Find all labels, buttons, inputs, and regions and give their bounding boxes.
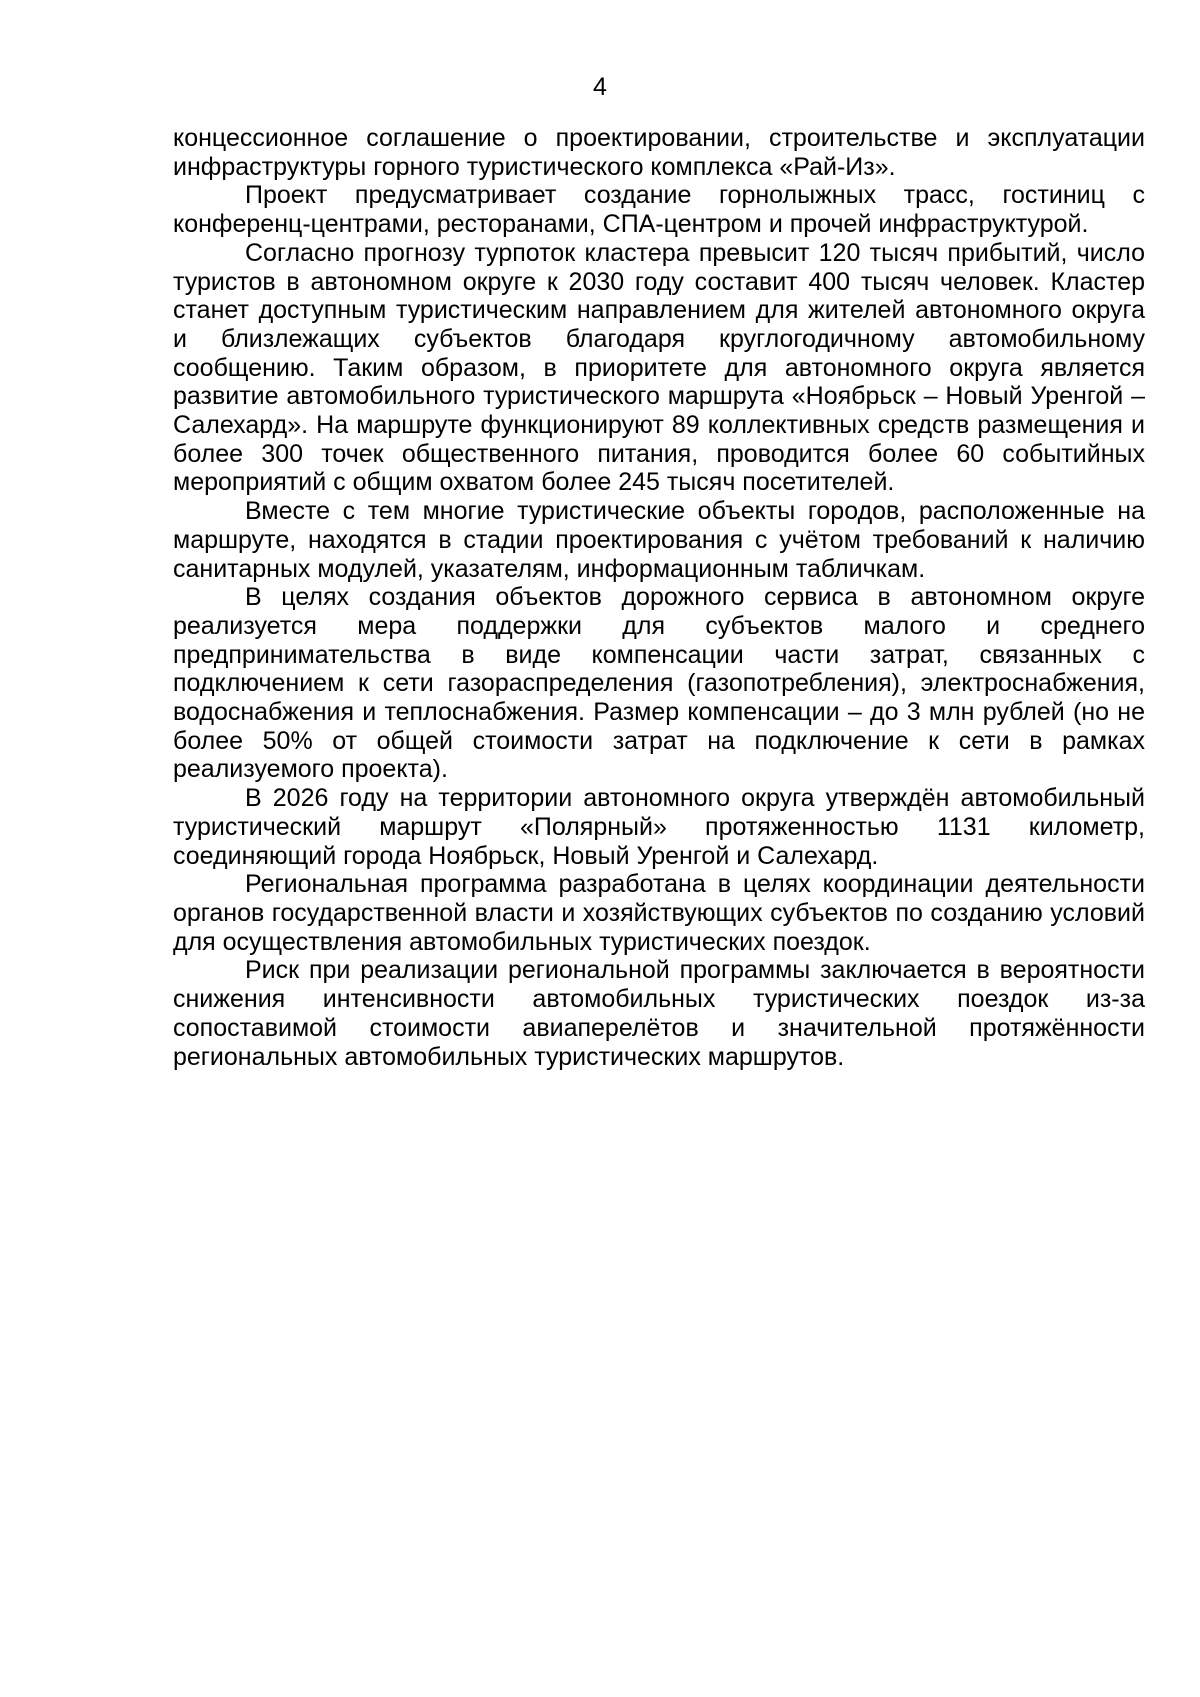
paragraph-2: Проект предусматривает создание горнолыжных трасс, гостиниц с конференц-центрами, ресторанами, СПА-центром и прочей инфраструктурой.	[173, 181, 1145, 239]
paragraph-7: Региональная программа разработана в целях координации деятельности органов государственной власти и хозяйствующих субъектов по созданию условий для осуществления автомобильных туристических поездок.	[173, 870, 1145, 956]
paragraph-4: Вместе с тем многие туристические объекты городов, расположенные на маршруте, находятся в стадии проектирования с учётом требований к наличию санитарных модулей, указателям, информационным табличкам.	[173, 497, 1145, 583]
paragraph-6: В 2026 году на территории автономного округа утверждён автомобильный туристический маршрут «Полярный» протяженностью 1131 километр, соединяющий города Ноябрьск, Новый Уренгой и Салехард.	[173, 784, 1145, 870]
paragraph-3: Согласно прогнозу турпоток кластера превысит 120 тысяч прибытий, число туристов в автономном округе к 2030 году составит 400 тысяч человек. Кластер станет доступным туристическим направлением для жителей автономного округа и близлежащих субъектов благодаря круглогодичному автомобильному сообщению. Таким образом, в приоритете для автономного округа является развитие автомобильного туристического маршрута «Ноябрьск – Новый Уренгой – Салехард». На маршруте функционируют 89 коллективных средств размещения и более 300 точек общественного питания, проводится более 60 событийных мероприятий с общим охватом более 245 тысяч посетителей.	[173, 238, 1145, 497]
paragraph-1: концессионное соглашение о проектировании, строительстве и эксплуатации инфраструктуры горного туристического комплекса «Рай-Из».	[173, 124, 1145, 181]
document-body	[173, 124, 1145, 1071]
paragraph-8: Риск при реализации региональной программы заключается в вероятности снижения интенсивности автомобильных туристических поездок из-за сопоставимой стоимости авиаперелётов и значительной протяжённости региональных автомобильных туристических маршрутов.	[173, 956, 1145, 1071]
page-number: 4	[593, 73, 607, 101]
paragraph-5: В целях создания объектов дорожного сервиса в автономном округе реализуется мера поддержки для субъектов малого и среднего предпринимательства в виде компенсации части затрат, связанных с подключением к сети газораспределения (газопотребления), электроснабжения, водоснабжения и теплоснабжения. Размер компенсации – до 3 млн рублей (но не более 50% от общей стоимости затрат на подключение к сети в рамках реализуемого проекта).	[173, 583, 1145, 784]
